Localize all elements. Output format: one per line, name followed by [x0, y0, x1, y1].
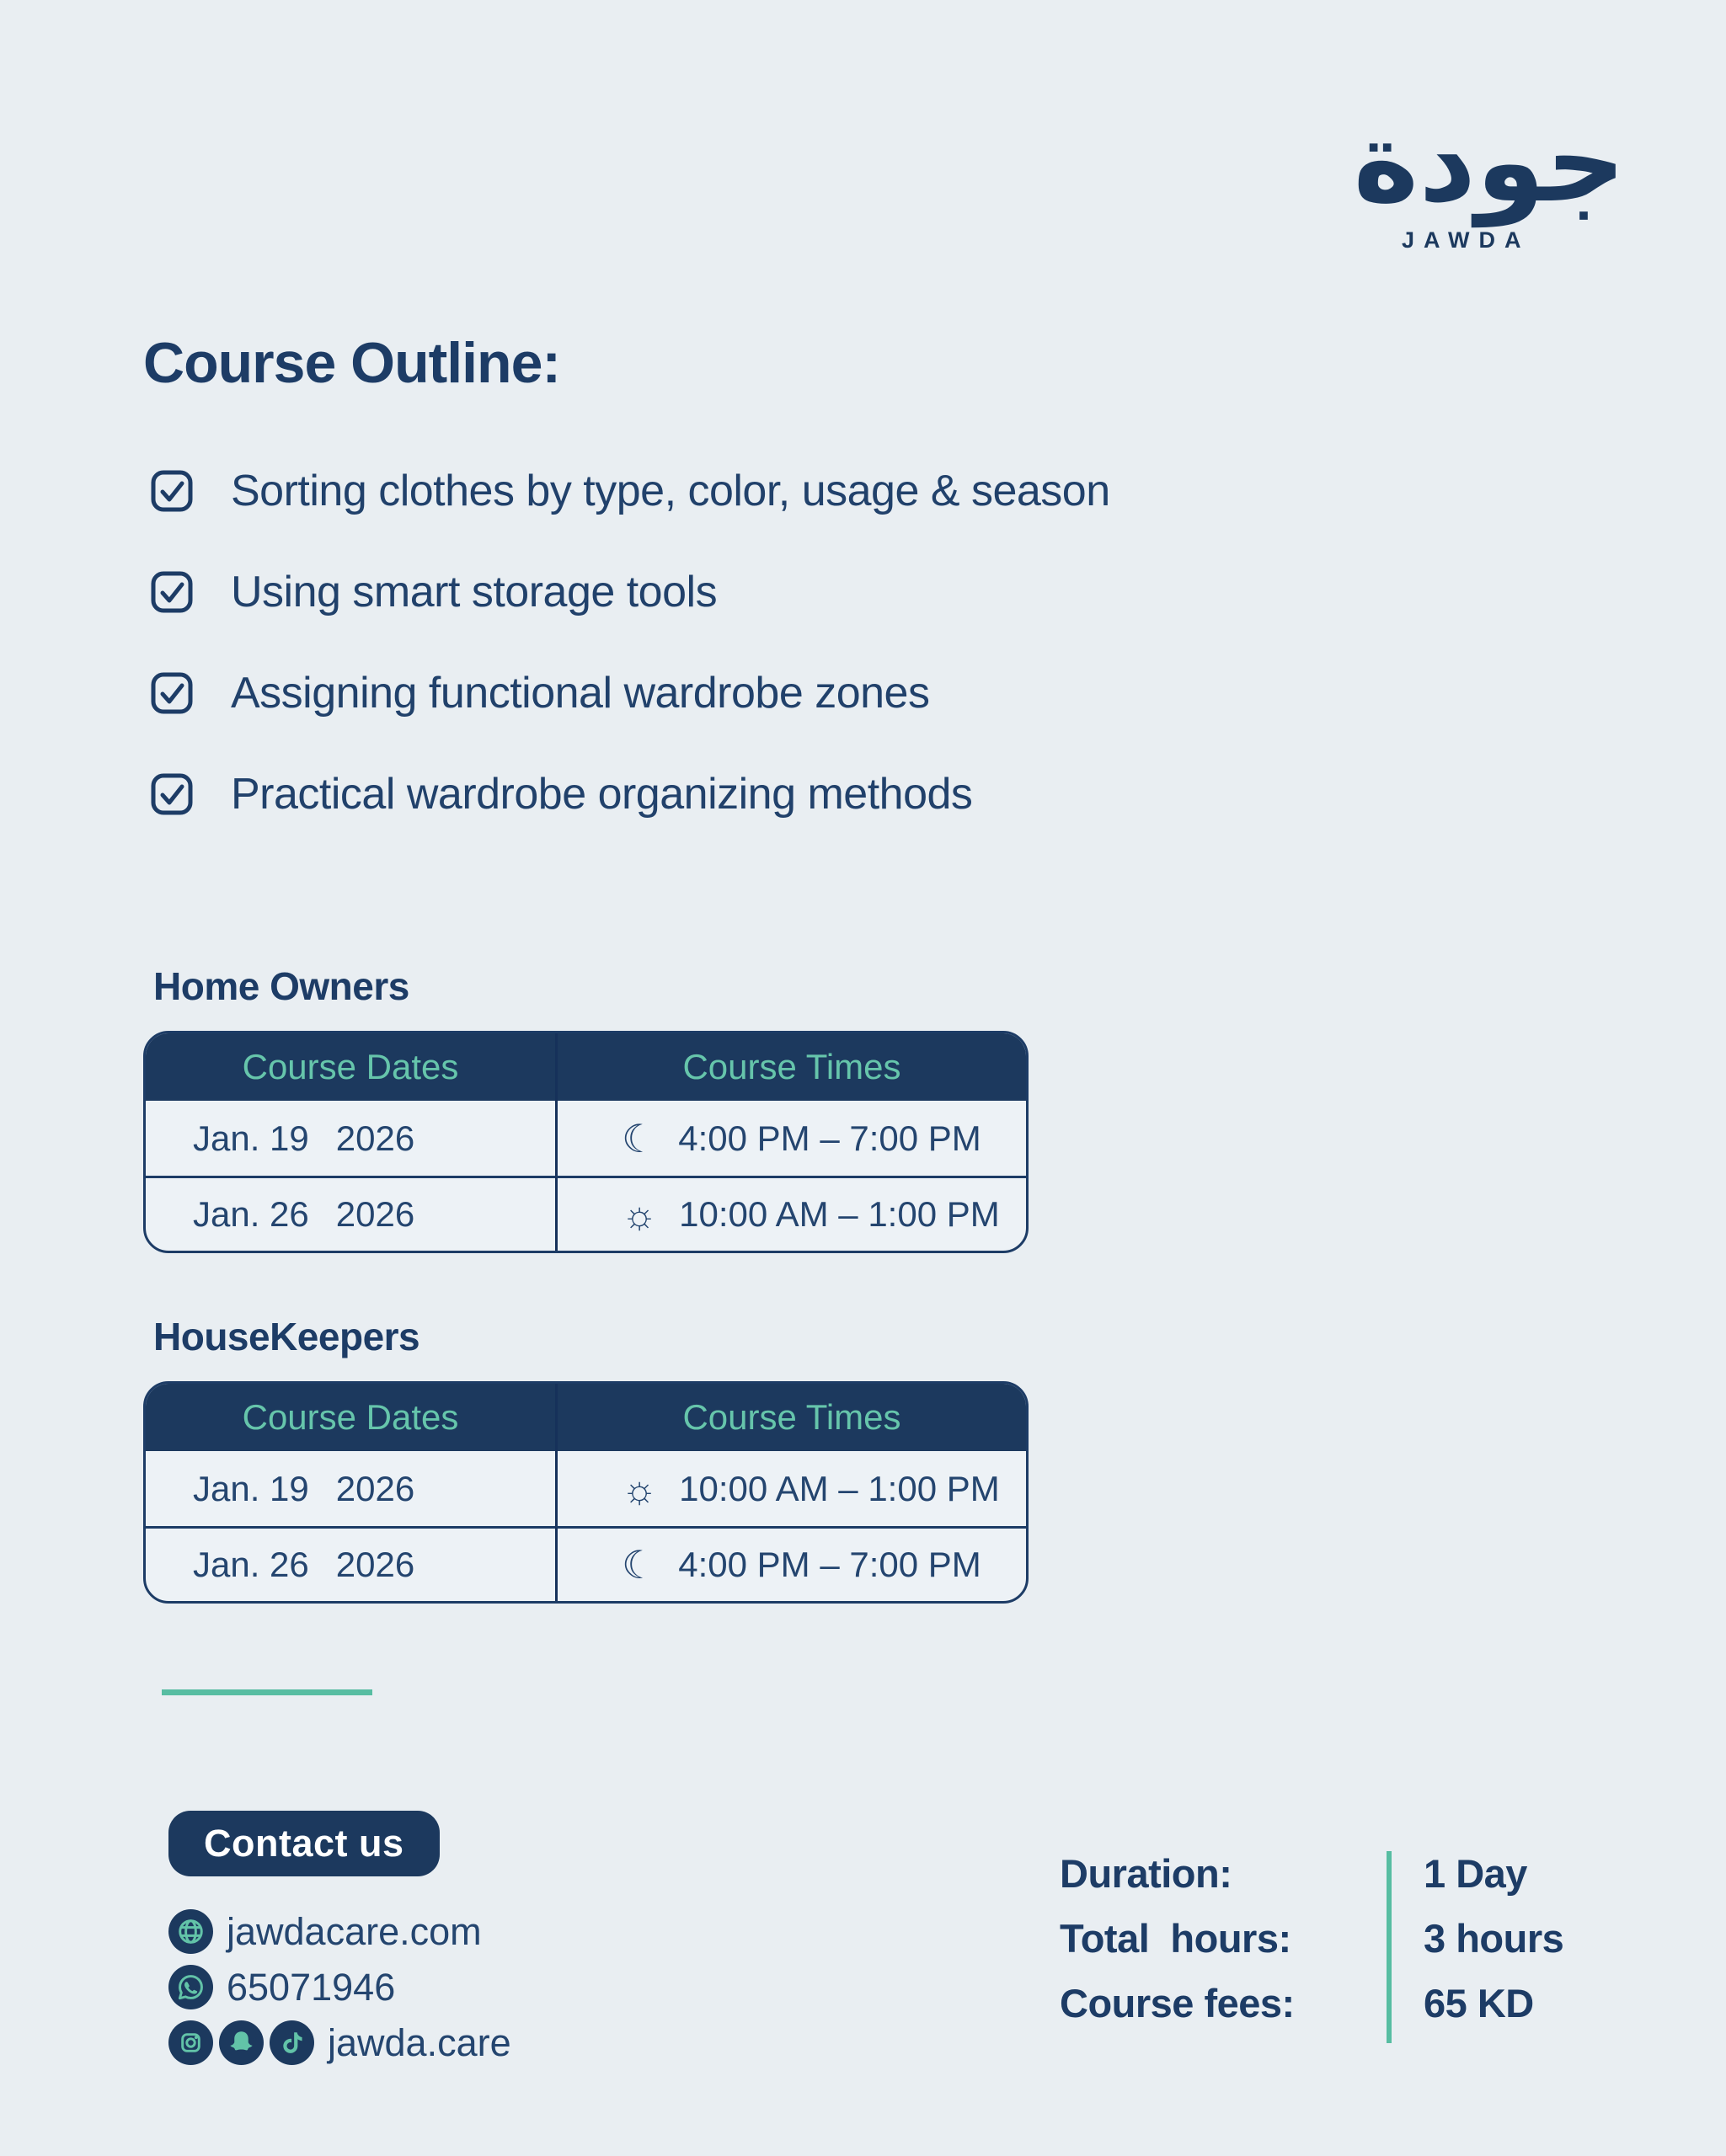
column-header-course-times: Course Times	[555, 1384, 1026, 1451]
time-range: 4:00 PM – 7:00 PM	[678, 1118, 981, 1158]
website-row[interactable]	[168, 1908, 511, 1955]
time-range: 10:00 AM – 1:00 PM	[679, 1194, 1000, 1234]
outline-item-label: Sorting clothes by type, color, usage & season	[231, 467, 1110, 515]
moon-icon: ☾	[622, 1116, 657, 1161]
checkbox-icon	[150, 469, 194, 513]
date-day: Jan. 26	[193, 1545, 309, 1584]
outline-item-label: Using smart storage tools	[231, 568, 718, 616]
housekeepers-schedule-table	[143, 1381, 1029, 1604]
sun-icon: ☼	[622, 1193, 658, 1236]
page-title: Course Outline:	[143, 331, 561, 395]
date-year: 2026	[335, 1468, 415, 1508]
date-year: 2026	[335, 1545, 415, 1584]
table-cell-time	[555, 1101, 1026, 1176]
website-url: jawdacare.com	[227, 1909, 482, 1953]
detail-row-duration	[1060, 1841, 1563, 1906]
teal-divider	[162, 1689, 372, 1695]
jawda-logo	[1353, 98, 1626, 253]
contact-block	[168, 1811, 511, 2066]
date-year: 2026	[335, 1118, 415, 1158]
sun-icon: ☼	[622, 1466, 658, 1511]
date-year: 2026	[335, 1194, 415, 1234]
section-title-housekeepers: HouseKeepers	[153, 1315, 420, 1358]
outline-list-item	[150, 662, 1110, 724]
outline-item-label: Practical wardrobe organizing methods	[231, 770, 973, 819]
course-fees-value: 65 KD	[1424, 1981, 1534, 2025]
contact-us-button[interactable]: Contact us	[168, 1811, 440, 1876]
detail-row-course-fees	[1060, 1971, 1563, 2036]
housekeepers-section	[143, 1314, 1026, 1604]
contact-rows	[168, 1908, 511, 2066]
course-outline-list	[150, 460, 1110, 864]
section-title-home-owners: Home Owners	[153, 964, 409, 1008]
date-day: Jan. 19	[193, 1118, 309, 1158]
outline-list-item	[150, 460, 1110, 522]
table-cell-date	[146, 1176, 555, 1251]
social-row[interactable]	[168, 2020, 511, 2066]
checkbox-icon	[150, 570, 194, 614]
home-owners-section	[143, 963, 1026, 1253]
social-icons	[168, 2020, 314, 2065]
jawda-arabic-wordmark: جودة	[1353, 98, 1626, 227]
jawda-latin-wordmark: JAWDA	[1402, 227, 1531, 253]
duration-value: 1 Day	[1424, 1851, 1527, 1896]
column-header-course-dates: Course Dates	[146, 1033, 555, 1101]
instagram-icon	[168, 2020, 213, 2065]
table-cell-time	[555, 1451, 1026, 1526]
total-hours-label: Total hours:	[1060, 1916, 1291, 1961]
detail-row-total-hours	[1060, 1906, 1563, 1971]
duration-label: Duration:	[1060, 1851, 1232, 1896]
table-cell-time	[555, 1526, 1026, 1601]
snapchat-icon	[219, 2020, 264, 2065]
course-details-block	[1060, 1841, 1563, 2036]
checkbox-icon	[150, 671, 194, 715]
details-vertical-divider	[1387, 1851, 1392, 2043]
course-fees-label: Course fees:	[1060, 1981, 1295, 2025]
moon-icon: ☾	[622, 1543, 657, 1587]
tiktok-icon	[270, 2020, 314, 2065]
column-header-course-times: Course Times	[555, 1033, 1026, 1101]
outline-item-label: Assigning functional wardrobe zones	[231, 669, 930, 718]
date-day: Jan. 19	[193, 1468, 309, 1508]
outline-list-item	[150, 561, 1110, 623]
date-day: Jan. 26	[193, 1194, 309, 1234]
globe-icon	[168, 1909, 213, 1954]
time-range: 4:00 PM – 7:00 PM	[678, 1545, 981, 1584]
outline-list-item	[150, 763, 1110, 825]
table-cell-time	[555, 1176, 1026, 1251]
table-cell-date	[146, 1101, 555, 1176]
table-cell-date	[146, 1526, 555, 1601]
total-hours-value: 3 hours	[1424, 1916, 1564, 1961]
whatsapp-icon	[168, 1965, 213, 2009]
checkbox-icon	[150, 772, 194, 816]
phone-row[interactable]	[168, 1964, 511, 2010]
column-header-course-dates: Course Dates	[146, 1384, 555, 1451]
time-range: 10:00 AM – 1:00 PM	[679, 1468, 1000, 1508]
social-handle: jawda.care	[328, 2020, 511, 2064]
home-owners-schedule-table	[143, 1031, 1029, 1253]
table-cell-date	[146, 1451, 555, 1526]
phone-number: 65071946	[227, 1965, 396, 2009]
